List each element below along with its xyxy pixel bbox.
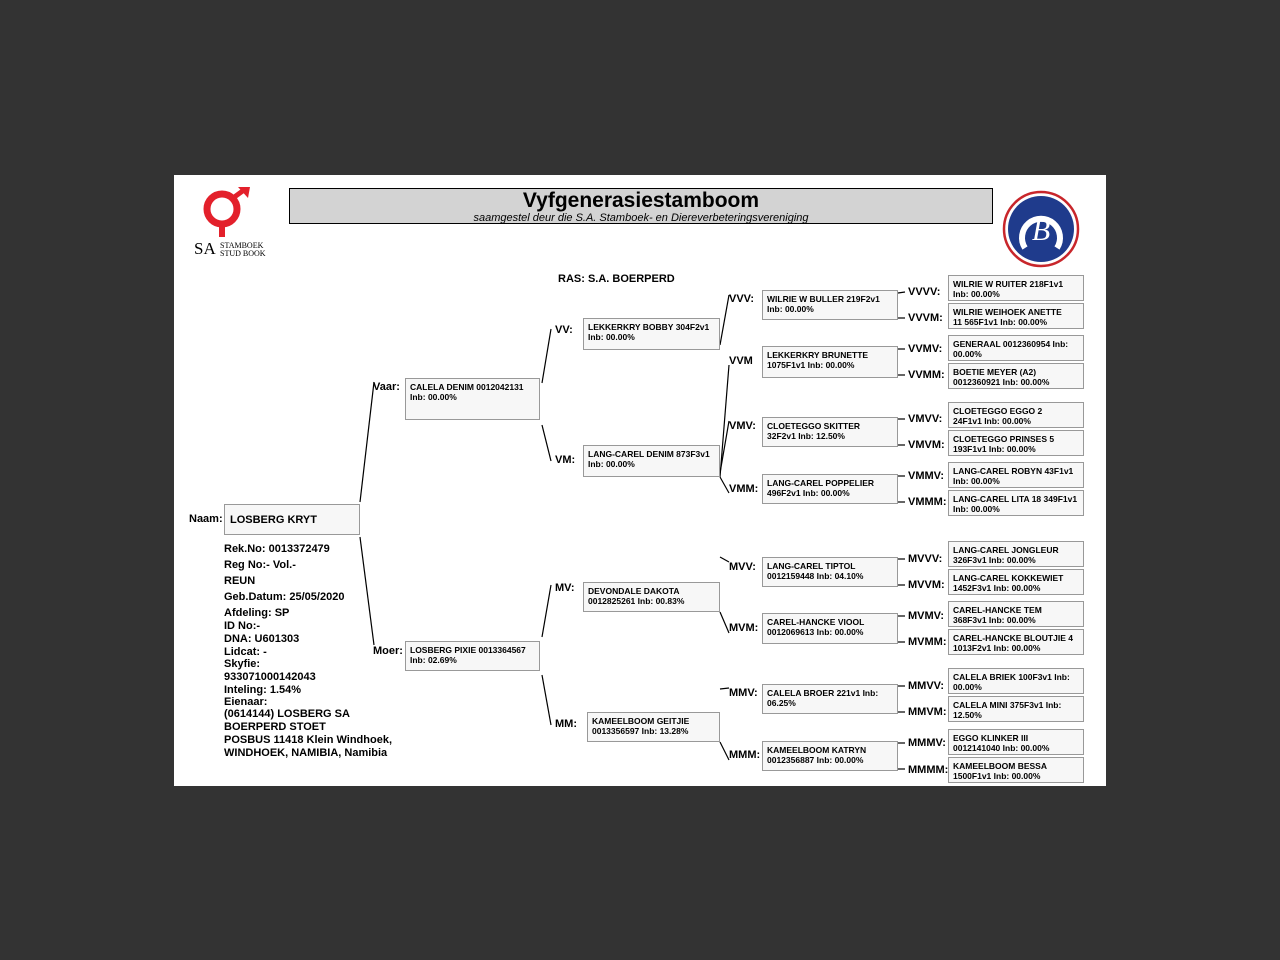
mvv-inb: 0012159448 Inb: 04.10% [767,571,864,581]
vmvm-box [948,430,1084,456]
mvmm-box [948,629,1084,655]
vmvv-inb: 24F1v1 Inb: 00.00% [953,416,1031,426]
vm-box [583,445,720,477]
vmmv-label: VMMV: [908,470,945,482]
birth-date: Geb.Datum: 25/05/2020 [224,591,345,603]
mv-box [583,582,720,612]
mvmv-inb: 368F3v1 Inb: 00.00% [953,615,1036,625]
moer-label: Moer: [373,645,403,657]
vv-label: VV: [555,324,573,336]
mmm-name: KAMEELBOOM KATRYN [767,745,867,755]
mmmm-name: KAMEELBOOM BESSA [953,761,1047,771]
mmm-box [762,741,898,771]
owner-line-1: (0614144) LOSBERG SA [224,708,350,720]
mmv-box [762,684,898,714]
mvvv-inb: 326F3v1 Inb: 00.00% [953,555,1036,565]
mmv-label: MMV: [729,687,758,699]
lidcat: Lidcat: - [224,646,267,658]
vmv-inb: 32F2v1 Inb: 12.50% [767,431,845,441]
mmmm-inb: 1500F1v1 Inb: 00.00% [953,771,1041,781]
connector-line [542,329,551,383]
owner-line-2: BOERPERD STOET [224,721,326,733]
vvvm-box [948,303,1084,329]
vm-name: LANG-CAREL DENIM 873F3v1 [588,449,710,459]
mvmm-name: CAREL-HANCKE BLOUTJIE 4 [953,633,1073,643]
vvv-label: VVV: [729,293,755,305]
vmvv-name: CLOETEGGO EGGO 2 [953,406,1043,416]
connector-line [720,688,729,689]
vmv-box [762,417,898,447]
vvmm-label: VVMM: [908,369,945,381]
mvv-label: MVV: [729,561,756,573]
mmvv-name: CALELA BRIEK 100F3v1 Inb: [953,672,1070,682]
connector-line [360,537,374,645]
mm-label: MM: [555,718,577,730]
vvv-inb: Inb: 00.00% [767,304,814,314]
vvmm-inb: 0012360921 Inb: 00.00% [953,377,1050,387]
pedigree-document [174,175,1106,786]
vaar-name: CALELA DENIM 0012042131 [410,382,524,392]
vaar-inb: Inb: 00.00% [410,392,457,402]
vvmv-inb: 00.00% [953,349,982,359]
mmvm-box [948,696,1084,722]
vmvm-name: CLOETEGGO PRINSES 5 [953,434,1055,444]
mvvm-label: MVVM: [908,579,945,591]
mvvv-name: LANG-CAREL JONGLEUR [953,545,1059,555]
mv-inb: 0012825261 Inb: 00.83% [588,596,685,606]
mmmv-name: EGGO KLINKER III [953,733,1029,743]
owner-line-3: POSBUS 11418 Klein Windhoek, [224,734,393,746]
inteling: Inteling: 1.54% [224,684,302,696]
mvmv-name: CAREL-HANCKE TEM [953,605,1042,615]
connector-line [720,742,729,760]
vmmm-label: VMMM: [908,496,947,508]
dna: DNA: U601303 [224,633,300,645]
mmmm-box [948,757,1084,783]
vmvv-box [948,402,1084,428]
mm-name: KAMEELBOOM GEITJIE [592,716,690,726]
afdeling: Afdeling: SP [224,607,290,619]
mvvm-inb: 1452F3v1 Inb: 00.00% [953,583,1041,593]
logo-stamboek-text: STAMBOEK [220,241,264,250]
vmvv-label: VMVV: [908,413,943,425]
mvmv-label: MVMV: [908,610,945,622]
mvmm-label: MVMM: [908,636,947,648]
vvv-box [762,290,898,320]
vaar-label: Vaar: [373,381,400,393]
connector-line [542,675,551,725]
owner-line-4: WINDHOEK, NAMIBIA, Namibia [224,747,388,759]
mmmv-label: MMMV: [908,737,946,749]
connector-line [898,292,905,293]
logo-studbook-text: STUD BOOK [220,249,266,258]
vmvm-label: VMVM: [908,439,945,451]
rek-no: Rek.No: 0013372479 [224,543,330,555]
reg-no: Reg No:- Vol.- [224,559,296,571]
emblem-letter: B [1031,214,1051,247]
vmm-box [762,474,898,504]
moer-box [405,641,540,671]
mmvm-label: MMVM: [908,706,947,718]
vmmv-inb: Inb: 00.00% [953,476,1000,486]
mmv-inb: 06.25% [767,698,796,708]
page-subtitle: saamgestel deur die S.A. Stamboek- en Diereverbeteringsvereniging [473,212,809,224]
vv-box [583,318,720,350]
vm-inb: Inb: 00.00% [588,459,635,469]
mvvv-box [948,541,1084,567]
skyfie-label: Skyfie: [224,658,261,670]
connector-line [720,421,729,473]
id-no: ID No:- [224,620,261,632]
mvvv-label: MVVV: [908,553,943,565]
mvmv-box [948,601,1084,627]
mmm-inb: 0012356887 Inb: 00.00% [767,755,864,765]
vvvv-label: VVVV: [908,286,941,298]
connector-line [720,612,729,633]
vvvm-label: VVVM: [908,312,943,324]
connector-line [360,382,374,502]
mvm-label: MVM: [729,622,759,634]
page-title: Vyfgenerasiestamboom [522,189,760,212]
moer-name: LOSBERG PIXIE 0013364567 [410,645,526,655]
mmm-label: MMM: [729,749,761,761]
vaar-box [405,378,540,420]
connector-line [720,557,729,562]
mmvm-name: CALELA MINI 375F3v1 Inb: [953,700,1062,710]
vmv-name: CLOETEGGO SKITTER [767,421,861,431]
vvmm-box [948,363,1084,389]
connector-line [720,477,729,493]
naam-label: Naam: [189,513,223,525]
connector-line [542,425,551,461]
mvm-inb: 0012069613 Inb: 00.00% [767,627,864,637]
vv-name: LEKKERKRY BOBBY 304F2v1 [588,322,710,332]
vmm-inb: 496F2v1 Inb: 00.00% [767,488,850,498]
mvvm-box [948,569,1084,595]
animal-name-box: LOSBERG KRYT [224,504,360,535]
mvvm-name: LANG-CAREL KOKKEWIET [953,573,1064,583]
mvv-name: LANG-CAREL TIPTOL [767,561,856,571]
vvv-name: WILRIE W BULLER 219F2v1 [767,294,880,304]
vvm-box [762,346,898,378]
vvvm-inb: 11 565F1v1 Inb: 00.00% [953,317,1048,327]
mm-box [587,712,720,742]
vvvv-inb: Inb: 00.00% [953,289,1000,299]
vvm-label: VVM [729,355,753,367]
vvvm-name: WILRIE WEIHOEK ANETTE [953,307,1062,317]
connector-line [542,585,551,637]
connector-line [720,365,729,477]
vvmm-name: BOETIE MEYER (A2) [953,367,1037,377]
skyfie: 933071000142043 [224,671,316,683]
vmm-label: VMM: [729,483,759,495]
mmmm-label: MMMM: [908,764,949,776]
logo-sa-text: SA [194,239,216,258]
mvv-box [762,557,898,587]
mmmv-box [948,729,1084,755]
vm-label: VM: [555,454,576,466]
mvm-box [762,613,898,644]
vmm-name: LANG-CAREL POPPELIER [767,478,875,488]
vmvm-inb: 193F1v1 Inb: 00.00% [953,444,1036,454]
moer-inb: Inb: 02.69% [410,655,457,665]
mv-label: MV: [555,582,575,594]
mmvv-label: MMVV: [908,680,945,692]
vmv-label: VMV: [729,420,756,432]
mmvv-box [948,668,1084,694]
sex: REUN [224,575,256,587]
eienaar-label: Eienaar: [224,696,268,708]
connector-line [720,295,729,345]
vmmm-box [948,490,1084,516]
mvm-name: CAREL-HANCKE VIOOL [767,617,865,627]
vvm-inb: 1075F1v1 Inb: 00.00% [767,360,855,370]
mmvv-inb: 00.00% [953,682,982,692]
vmmm-inb: Inb: 00.00% [953,504,1000,514]
vvmv-name: GENERAAL 0012360954 Inb: [953,339,1069,349]
mmvm-inb: 12.50% [953,710,982,720]
mv-name: DEVONDALE DAKOTA [588,586,680,596]
vvvv-name: WILRIE W RUITER 218F1v1 [953,279,1064,289]
vvmv-label: VVMV: [908,343,943,355]
mm-inb: 0013356597 Inb: 13.28% [592,726,689,736]
vvmv-box [948,335,1084,361]
vmmv-box [948,462,1084,488]
mmv-name: CALELA BROER 221v1 Inb: [767,688,879,698]
vvvv-box [948,275,1084,301]
vmmm-name: LANG-CAREL LITA 18 349F1v1 [953,494,1078,504]
vvm-name: LEKKERKRY BRUNETTE [767,350,869,360]
vv-inb: Inb: 00.00% [588,332,635,342]
vmmv-name: LANG-CAREL ROBYN 43F1v1 [953,466,1074,476]
mvmm-inb: 1013F2v1 Inb: 00.00% [953,643,1041,653]
breed-label: RAS: S.A. BOERPERD [558,273,675,285]
mmmv-inb: 0012141040 Inb: 00.00% [953,743,1050,753]
